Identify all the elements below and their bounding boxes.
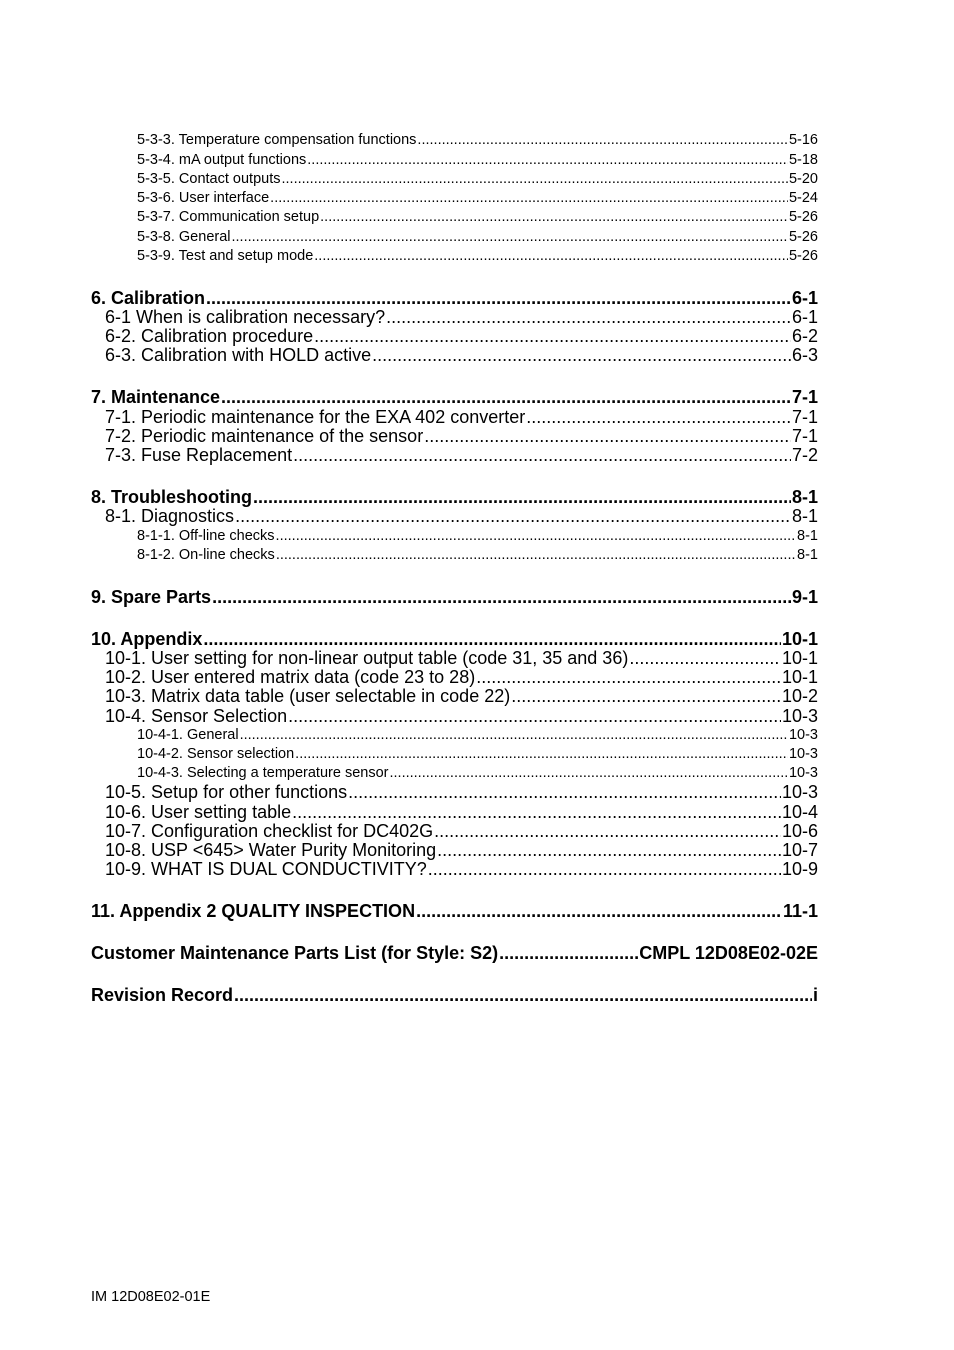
dot-leader bbox=[307, 152, 788, 168]
toc-entry[interactable] bbox=[91, 648, 818, 669]
document-id: IM 12D08E02-01E bbox=[91, 1289, 211, 1305]
toc-entry-page: 10-1 bbox=[781, 648, 818, 668]
dot-leader bbox=[386, 307, 791, 328]
toc-entry-page: 9-1 bbox=[791, 587, 818, 607]
toc-entry-page: 8-1 bbox=[791, 506, 818, 526]
toc-entry[interactable] bbox=[91, 307, 818, 328]
dot-leader bbox=[221, 387, 791, 408]
toc-entry-title: 10-4-3. Selecting a temperature sensor bbox=[137, 765, 389, 781]
toc-entry-page: 10-6 bbox=[781, 821, 818, 841]
toc-entry[interactable] bbox=[91, 859, 818, 880]
toc-entry-page: 5-26 bbox=[788, 248, 818, 264]
dot-leader bbox=[348, 782, 781, 803]
toc-entry-page: 10-3 bbox=[781, 782, 818, 802]
toc-entry-title: 7-3. Fuse Replacement bbox=[105, 445, 293, 465]
toc-entry-title: 10-4-2. Sensor selection bbox=[137, 746, 295, 762]
toc-entry[interactable] bbox=[91, 746, 818, 762]
toc-entry-page: i bbox=[812, 985, 818, 1005]
toc-entry-title: 6-2. Calibration procedure bbox=[105, 326, 314, 346]
toc-entry-page: 5-26 bbox=[788, 229, 818, 245]
dot-leader bbox=[372, 345, 791, 366]
toc-entry-title: 6-3. Calibration with HOLD active bbox=[105, 345, 372, 365]
dot-leader bbox=[232, 229, 788, 245]
toc-entry-page: 6-1 bbox=[791, 307, 818, 327]
dot-leader bbox=[526, 407, 791, 428]
toc-entry-page: 8-1 bbox=[797, 528, 818, 544]
toc-entry-title: 5-3-5. Contact outputs bbox=[137, 171, 281, 187]
toc-entry-title: 7. Maintenance bbox=[91, 387, 221, 407]
toc-entry[interactable] bbox=[91, 686, 818, 707]
dot-leader bbox=[288, 706, 781, 727]
dot-leader bbox=[416, 901, 782, 922]
toc-entry-title: 10-6. User setting table bbox=[105, 802, 292, 822]
dot-leader bbox=[320, 209, 788, 225]
toc-entry-title: 8-1-1. Off-line checks bbox=[137, 528, 275, 544]
toc-entry-title: 6. Calibration bbox=[91, 288, 206, 308]
dot-leader bbox=[206, 288, 791, 309]
toc-entry-page: 6-2 bbox=[791, 326, 818, 346]
toc-entry[interactable] bbox=[91, 943, 818, 964]
dot-leader bbox=[276, 547, 796, 563]
toc-entry[interactable] bbox=[91, 190, 818, 206]
toc-entry-page: 11-1 bbox=[782, 901, 818, 921]
toc-entry[interactable] bbox=[91, 288, 818, 309]
toc-entry-title: 10-4. Sensor Selection bbox=[105, 706, 288, 726]
toc-entry[interactable] bbox=[91, 901, 818, 922]
toc-entry-page: 10-3 bbox=[788, 765, 818, 781]
toc-entry[interactable] bbox=[91, 248, 818, 264]
dot-leader bbox=[314, 248, 788, 264]
toc-entry[interactable] bbox=[91, 132, 818, 148]
dot-leader bbox=[629, 648, 781, 669]
toc-entry-title: Revision Record bbox=[91, 985, 234, 1005]
toc-entry-title: 5-3-3. Temperature compensation functions bbox=[137, 132, 417, 148]
dot-leader bbox=[417, 132, 788, 148]
toc-entry-title: 10-9. WHAT IS DUAL CONDUCTIVITY? bbox=[105, 859, 427, 879]
toc-entry-page: 8-1 bbox=[791, 487, 818, 507]
dot-leader bbox=[212, 587, 791, 608]
dot-leader bbox=[389, 765, 787, 781]
toc-entry[interactable] bbox=[91, 229, 818, 245]
toc-entry-page: 10-2 bbox=[781, 686, 818, 706]
dot-leader bbox=[499, 943, 638, 964]
toc-entry-page: 10-9 bbox=[781, 859, 818, 879]
toc-entry[interactable] bbox=[91, 765, 818, 781]
dot-leader bbox=[314, 326, 791, 347]
toc-entry-title: 10-5. Setup for other functions bbox=[105, 782, 348, 802]
toc-entry[interactable] bbox=[91, 326, 818, 347]
toc-entry-page: 7-1 bbox=[791, 387, 818, 407]
toc-entry-title: 8-1. Diagnostics bbox=[105, 506, 235, 526]
toc-entry-title: 5-3-4. mA output functions bbox=[137, 152, 307, 168]
toc-entry[interactable] bbox=[91, 209, 818, 225]
toc-entry[interactable] bbox=[91, 782, 818, 803]
toc-entry-title: 5-3-6. User interface bbox=[137, 190, 270, 206]
toc-entry[interactable] bbox=[91, 387, 818, 408]
toc-entry[interactable] bbox=[91, 706, 818, 727]
toc-entry-page: 7-2 bbox=[791, 445, 818, 465]
dot-leader bbox=[434, 821, 781, 842]
toc-entry[interactable] bbox=[91, 629, 818, 650]
toc-entry[interactable] bbox=[91, 506, 818, 527]
toc-entry-page: 10-4 bbox=[781, 802, 818, 822]
toc-entry-title: 8. Troubleshooting bbox=[91, 487, 252, 507]
dot-leader bbox=[295, 746, 788, 762]
dot-leader bbox=[276, 528, 796, 544]
toc-entry-title: 10-7. Configuration checklist for DC402G bbox=[105, 821, 434, 841]
toc-entry-title: 9. Spare Parts bbox=[91, 587, 212, 607]
toc-entry-page: 6-3 bbox=[791, 345, 818, 365]
toc-entry[interactable] bbox=[91, 345, 818, 366]
toc-entry-page: 10-7 bbox=[781, 840, 818, 860]
dot-leader bbox=[235, 506, 791, 527]
dot-leader bbox=[270, 190, 788, 206]
toc-entry-title: 11. Appendix 2 QUALITY INSPECTION bbox=[91, 901, 416, 921]
toc-entry-page: 10-3 bbox=[788, 727, 818, 743]
toc-entry-title: 6-1 When is calibration necessary? bbox=[105, 307, 386, 327]
toc-entry-title: 8-1-2. On-line checks bbox=[137, 547, 275, 563]
toc-entry-page: 5-24 bbox=[788, 190, 818, 206]
toc-entry[interactable] bbox=[91, 152, 818, 168]
dot-leader bbox=[511, 686, 781, 707]
toc-entry-page: 5-20 bbox=[788, 171, 818, 187]
dot-leader bbox=[253, 487, 791, 508]
toc-entry-page: 7-1 bbox=[791, 407, 818, 427]
toc-entry-title: 7-1. Periodic maintenance for the EXA 402 converter bbox=[105, 407, 526, 427]
toc-entry[interactable] bbox=[91, 727, 818, 743]
dot-leader bbox=[437, 840, 781, 861]
toc-entry-title: 5-3-9. Test and setup mode bbox=[137, 248, 314, 264]
toc-entry-title: 10-4-1. General bbox=[137, 727, 239, 743]
toc-entry-page: CMPL 12D08E02-02E bbox=[639, 943, 818, 963]
toc-entry-title: 7-2. Periodic maintenance of the sensor bbox=[105, 426, 424, 446]
toc-entry-page: 6-1 bbox=[791, 288, 818, 308]
dot-leader bbox=[234, 985, 812, 1006]
toc-entry-page: 8-1 bbox=[797, 547, 818, 563]
toc-entry[interactable] bbox=[91, 985, 818, 1006]
toc-entry-page: 10-1 bbox=[781, 667, 818, 687]
toc-entry[interactable] bbox=[91, 587, 818, 608]
toc-entry-page: 5-16 bbox=[788, 132, 818, 148]
toc-entry[interactable] bbox=[91, 445, 818, 466]
toc-entry-title: 5-3-8. General bbox=[137, 229, 231, 245]
toc-entry-title: 10-2. User entered matrix data (code 23 to 28) bbox=[105, 667, 476, 687]
dot-leader bbox=[476, 667, 781, 688]
toc-entry[interactable] bbox=[91, 821, 818, 842]
toc-entry-title: 10-1. User setting for non-linear output table (code 31, 35 and 36) bbox=[105, 648, 629, 668]
dot-leader bbox=[424, 426, 791, 447]
toc-entry-page: 7-1 bbox=[791, 426, 818, 446]
toc-entry[interactable] bbox=[91, 487, 818, 508]
toc-entry-page: 5-18 bbox=[788, 152, 818, 168]
dot-leader bbox=[281, 171, 787, 187]
toc-entry-page: 10-3 bbox=[788, 746, 818, 762]
dot-leader bbox=[428, 859, 781, 880]
dot-leader bbox=[292, 802, 781, 823]
toc-entry[interactable] bbox=[91, 528, 818, 544]
dot-leader bbox=[203, 629, 781, 650]
dot-leader bbox=[293, 445, 791, 466]
toc-entry[interactable] bbox=[91, 547, 818, 563]
toc-entry-title: 5-3-7. Communication setup bbox=[137, 209, 320, 225]
toc-entry-page: 5-26 bbox=[788, 209, 818, 225]
toc-entry-title: 10-3. Matrix data table (user selectable in code 22) bbox=[105, 686, 511, 706]
toc-entry-page: 10-1 bbox=[781, 629, 818, 649]
dot-leader bbox=[240, 727, 788, 743]
toc-entry-page: 10-3 bbox=[781, 706, 818, 726]
toc-entry[interactable] bbox=[91, 426, 818, 447]
toc-entry-title: 10-8. USP <645> Water Purity Monitoring bbox=[105, 840, 437, 860]
toc-entry-title: Customer Maintenance Parts List (for Style: S2) bbox=[91, 943, 499, 963]
toc-entry[interactable] bbox=[91, 802, 818, 823]
toc-entry-title: 10. Appendix bbox=[91, 629, 203, 649]
toc-entry[interactable] bbox=[91, 171, 818, 187]
toc-entry[interactable] bbox=[91, 840, 818, 861]
toc-entry[interactable] bbox=[91, 667, 818, 688]
toc-entry[interactable] bbox=[91, 407, 818, 428]
